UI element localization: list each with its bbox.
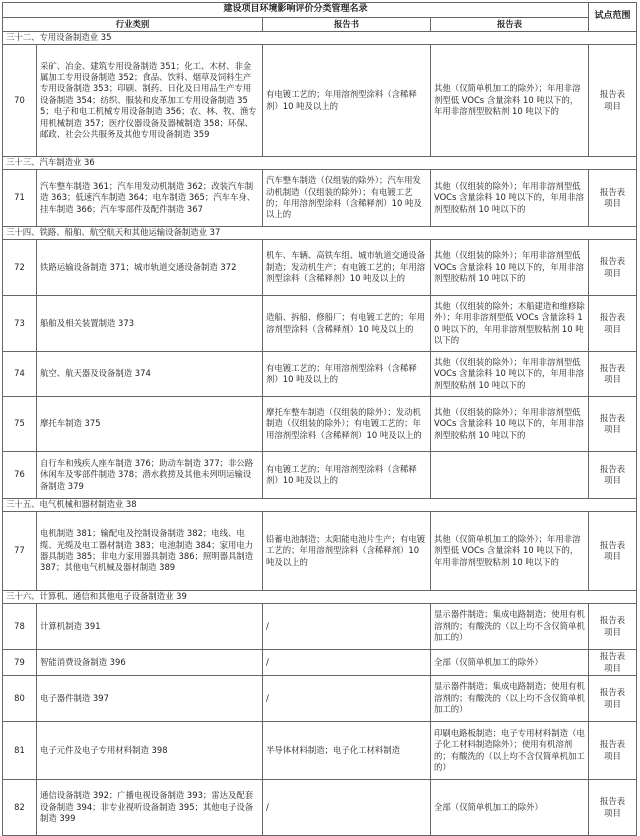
row-report-form: 全部（仅简单机加工的除外） <box>431 650 589 676</box>
row-number: 73 <box>3 296 37 352</box>
row-number: 82 <box>3 780 37 836</box>
section-row <box>3 499 637 512</box>
pilot-line: 报告表 <box>599 739 626 750</box>
section-row <box>3 227 637 240</box>
row-report-form: 其他（仅组装的除外；木船建造和维修除外）；年用非溶剂型低 VOCs 含量涂料 10 吨以下的，年用非溶剂型胶粘剂 10 吨以下的 <box>431 296 589 352</box>
pilot-line: 报告表 <box>599 312 626 323</box>
pilot-line: 报告表 <box>599 615 626 626</box>
table-row <box>3 452 637 499</box>
row-number: 76 <box>3 452 37 499</box>
row-pilot <box>589 296 637 352</box>
row-number: 71 <box>3 170 37 227</box>
pilot-line: 项目 <box>604 750 621 761</box>
section-row <box>3 591 637 604</box>
pilot-line: 项目 <box>604 198 621 208</box>
header-pilot: 试点范围 <box>589 3 637 32</box>
row-report-book: 有电镀工艺的；年用溶剂型涂料（含稀释剂）10 吨及以上的 <box>263 352 431 397</box>
pilot-line: 报告表 <box>599 186 626 197</box>
row-report-form: 印刷电路板制造；电子专用材料制造（电子化工材料制造除外）；使用有机溶剂的；有酸洗的（以上均不含仅简单机加工的） <box>431 722 589 780</box>
section-title: 三十三、汽车制造业 36 <box>3 157 637 170</box>
row-category: 铁路运输设备制造 371；城市轨道交通设备制造 372 <box>37 240 263 296</box>
header-report-book: 报告书 <box>263 18 431 32</box>
row-pilot <box>589 45 637 157</box>
section-title: 三十二、专用设备制造业 35 <box>3 32 637 45</box>
row-report-book: / <box>263 650 431 676</box>
pilot-line: 项目 <box>604 807 621 818</box>
table-row <box>3 397 637 452</box>
row-category: 计算机制造 391 <box>37 604 263 650</box>
row-report-book: 有电镀工艺的；年用溶剂型涂料（含稀释剂）10 吨及以上的 <box>263 45 431 157</box>
row-report-form: 其他（仅组装的除外）；年用非溶剂型低 VOCs 含量涂料 10 吨以下的，年用非溶剂型胶粘剂 10 吨以下的 <box>431 240 589 296</box>
table-row <box>3 45 637 157</box>
row-number: 77 <box>3 512 37 591</box>
row-category: 航空、航天器及设备制造 374 <box>37 352 263 397</box>
pilot-line: 报告表 <box>599 687 626 698</box>
pilot-line: 报告表 <box>599 796 626 807</box>
pilot-line: 报告表 <box>599 651 626 662</box>
pilot-line: 项目 <box>604 424 621 434</box>
table-row <box>3 170 637 227</box>
pilot-line: 报告表 <box>599 362 626 373</box>
row-pilot <box>589 722 637 780</box>
row-category: 电子元件及电子专用材料制造 398 <box>37 722 263 780</box>
row-report-book: / <box>263 780 431 836</box>
pilot-line: 项目 <box>604 323 621 334</box>
table-row <box>3 722 637 780</box>
classification-table <box>2 2 637 836</box>
row-report-form: 其他（仅简单机加工的除外）；年用非溶剂型低 VOCs 含量涂料 10 吨以下的，年用非溶剂型胶粘剂 10 吨以下的 <box>431 512 589 591</box>
row-category: 电子器件制造 397 <box>37 676 263 722</box>
table-row <box>3 296 637 352</box>
header-category: 行业类别 <box>3 18 263 32</box>
row-report-book: / <box>263 676 431 722</box>
row-report-form <box>431 452 589 499</box>
row-category: 智能消费设备制造 396 <box>37 650 263 676</box>
row-number: 78 <box>3 604 37 650</box>
pilot-line: 项目 <box>604 551 621 561</box>
row-category: 采矿、冶金、建筑专用设备制造 351；化工、木材、非金属加工专用设备制造 352；食品、饮料、烟草及饲料生产专用设备制造 353；印刷、制药、日化及日用品生产专用设备制造 354；纺织、服装和皮革加工专用设备制造 355；电子和电工机械专用设备制造 356；农、林、牧、渔专用机械制造 357；医疗仪器设备及器械制造 358；环保、邮政、社会公共服务及其他专用设备制造 359 <box>37 45 263 157</box>
row-report-book: 机车、车辆、高铁车组、城市轨道交通设备制造；发动机生产；有电镀工艺的；年用溶剂型涂料（含稀释剂）10 吨及以上的 <box>263 240 431 296</box>
row-number: 72 <box>3 240 37 296</box>
row-report-book: 摩托车整车制造（仅组装的除外）；发动机制造（仅组装的除外）；有电镀工艺的；年用溶剂型涂料（含稀释剂）10 吨及以上的 <box>263 397 431 452</box>
pilot-line: 报告表 <box>599 539 626 550</box>
row-report-book: 铅蓄电池制造；太阳能电池片生产；有电镀工艺的；年用溶剂型涂料（含稀释剂）10 吨及以上的 <box>263 512 431 591</box>
row-pilot <box>589 352 637 397</box>
table-row <box>3 352 637 397</box>
row-category: 电机制造 381；输配电及控制设备制造 382；电线、电缆、光缆及电工器材制造 383；电池制造 384；家用电力器具制造 385；非电力家用器具制造 386；照明器具制造 387；其他电气机械及器材制造 389 <box>37 512 263 591</box>
row-number: 80 <box>3 676 37 722</box>
row-report-form: 显示器件制造；集成电路制造；使用有机溶剂的；有酸洗的（以上均不含仅简单机加工的） <box>431 604 589 650</box>
pilot-line: 报告表 <box>599 89 626 100</box>
row-report-book: 有电镀工艺的；年用溶剂型涂料（含稀释剂）10 吨及以上的 <box>263 452 431 499</box>
table-title: 建设项目环境影响评价分类管理名录 <box>3 3 589 18</box>
pilot-line: 项目 <box>604 626 621 637</box>
row-report-form: 显示器件制造；集成电路制造；使用有机溶剂的；有酸洗的（以上均不含仅简单机加工的） <box>431 676 589 722</box>
row-report-book: 半导体材料制造；电子化工材料制造 <box>263 722 431 780</box>
table-row <box>3 240 637 296</box>
section-row <box>3 32 637 45</box>
table-row <box>3 676 637 722</box>
row-pilot <box>589 170 637 227</box>
section-row <box>3 157 637 170</box>
table-row <box>3 512 637 591</box>
row-report-book: 汽车整车制造（仅组装的除外）；汽车用发动机制造（仅组装的除外）；有电镀工艺的；年用溶剂型涂料（含稀释剂）10 吨及以上的 <box>263 170 431 227</box>
pilot-line: 项目 <box>604 374 621 384</box>
pilot-line: 项目 <box>604 662 621 673</box>
row-number: 79 <box>3 650 37 676</box>
row-report-book: / <box>263 604 431 650</box>
row-pilot <box>589 676 637 722</box>
row-category: 汽车整车制造 361；汽车用发动机制造 362；改装汽车制造 363；低速汽车制造 364；电车制造 365；汽车车身、挂车制造 366；汽车零部件及配件制造 367 <box>37 170 263 227</box>
pilot-line: 报告表 <box>599 412 626 423</box>
row-category: 船舶及相关装置制造 373 <box>37 296 263 352</box>
row-pilot <box>589 650 637 676</box>
pilot-line: 项目 <box>604 475 621 485</box>
section-title: 三十五、电气机械和器材制造业 38 <box>3 499 637 512</box>
row-category: 摩托车制造 375 <box>37 397 263 452</box>
header-report-form: 报告表 <box>431 18 589 32</box>
pilot-line: 项目 <box>604 100 621 111</box>
row-pilot <box>589 397 637 452</box>
section-title: 三十四、铁路、船舶、航空航天和其他运输设备制造业 37 <box>3 227 637 240</box>
section-title: 三十六、计算机、通信和其他电子设备制造业 39 <box>3 591 637 604</box>
pilot-line: 项目 <box>604 267 621 278</box>
row-number: 75 <box>3 397 37 452</box>
row-category: 自行车和残疾人座车制造 376；助动车制造 377；非公路休闲车及零部件制造 378；潜水救捞及其他未列明运输设备制造 379 <box>37 452 263 499</box>
pilot-line: 报告表 <box>599 256 626 267</box>
row-report-book: 造船、拆船、修船厂；有电镀工艺的；年用溶剂型涂料（含稀释剂）10 吨及以上的 <box>263 296 431 352</box>
row-pilot <box>589 452 637 499</box>
table-row <box>3 650 637 676</box>
row-pilot <box>589 512 637 591</box>
row-number: 74 <box>3 352 37 397</box>
table-title-row <box>3 3 637 18</box>
row-pilot <box>589 780 637 836</box>
table-row <box>3 604 637 650</box>
pilot-line: 项目 <box>604 698 621 709</box>
row-report-form: 其他（仅组装的除外）；年用非溶剂型低 VOCs 含量涂料 10 吨以下的，年用非溶剂型胶粘剂 10 吨以下的 <box>431 352 589 397</box>
row-report-form: 其他（仅组装的除外）；年用非溶剂型低 VOCs 含量涂料 10 吨以下的，年用非溶剂型胶粘剂 10 吨以下的 <box>431 397 589 452</box>
document-page <box>2 2 638 836</box>
table-row <box>3 780 637 836</box>
pilot-line: 报告表 <box>599 463 626 474</box>
column-header-row <box>3 18 637 32</box>
row-pilot <box>589 604 637 650</box>
row-number: 70 <box>3 45 37 157</box>
row-report-form: 其他（仅简单机加工的除外）；年用非溶剂型低 VOCs 含量涂料 10 吨以下的，年用非溶剂型胶粘剂 10 吨以下的 <box>431 45 589 157</box>
row-report-form: 其他（仅组装的除外）；年用非溶剂型低 VOCs 含量涂料 10 吨以下的，年用非溶剂型胶粘剂 10 吨以下的 <box>431 170 589 227</box>
row-pilot <box>589 240 637 296</box>
row-report-form: 全部（仅简单机加工的除外） <box>431 780 589 836</box>
row-number: 81 <box>3 722 37 780</box>
row-category: 通信设备制造 392；广播电视设备制造 393；雷达及配套设备制造 394；非专业视听设备制造 395；其他电子设备制造 399 <box>37 780 263 836</box>
